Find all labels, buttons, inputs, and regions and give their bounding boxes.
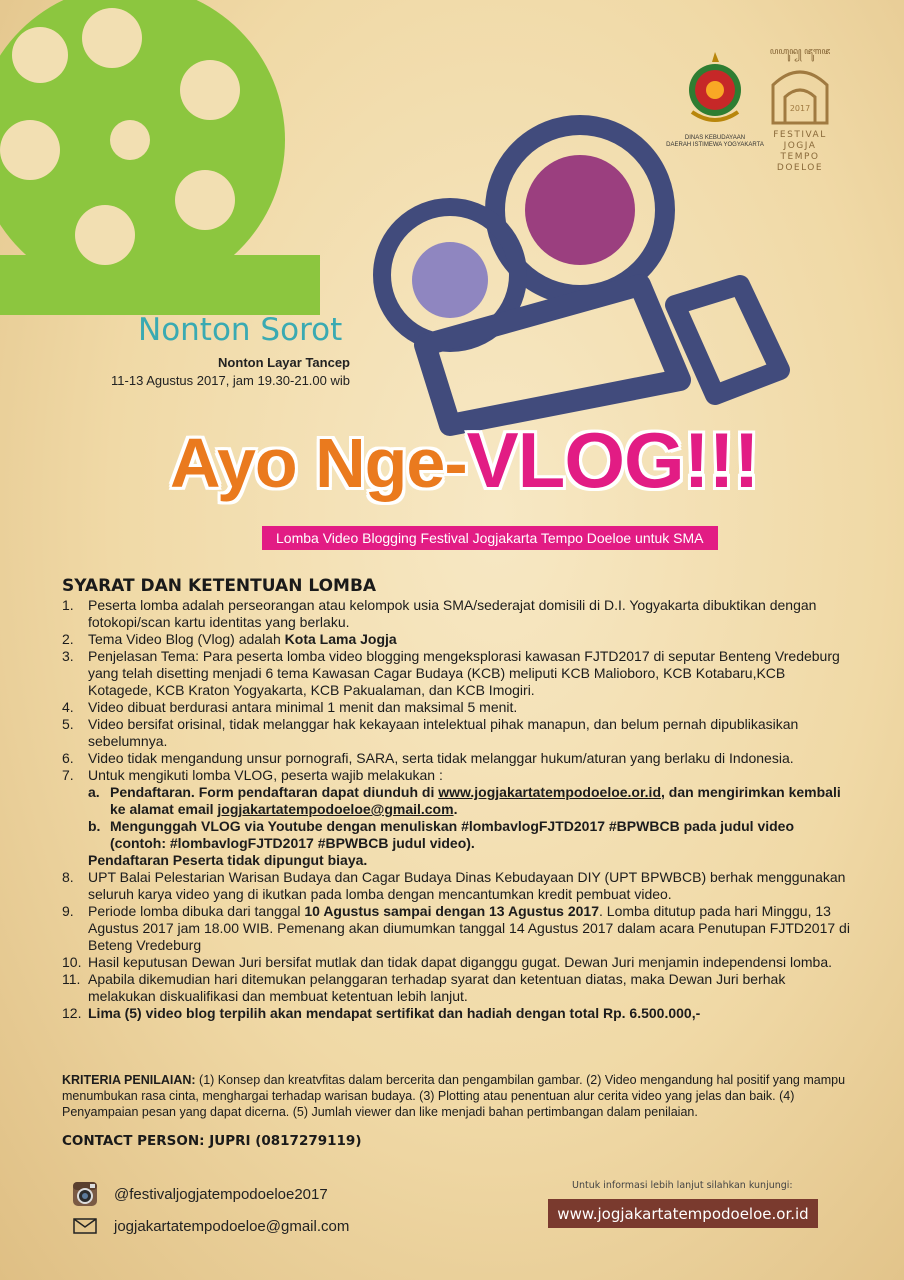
criteria-text: (1) Konsep dan kreatvfitas dalam bercerita dan pengambilan gambar. (2) Video mengandung hal positif yang mampu menumbukan rasa cinta, menghargai terhadap warisan budaya. (3) Plotting atau penentuan alur cerita video yang jelas dan baik. (4) Penyampaian pesan yang dapat dicerna. (5) Jumlah viewer dan like menjadi bahan pertimbangan dalam penilaian. [62, 1073, 846, 1119]
rule-item: 4. Video dibuat berdurasi antara minimal 1 menit dan maksimal 5 menit. [62, 699, 518, 715]
email-row[interactable] [70, 1210, 349, 1242]
rule-item: 12. Lima (5) video blog terpilih akan mendapat sertifikat dan hadiah dengan total Rp. 6.500.000,- [62, 1005, 701, 1021]
more-info-label: Untuk informasi lebih lanjut silahkan kunjungi: [572, 1180, 793, 1191]
email-address: jogjakartatempodoeloe@gmail.com [114, 1217, 350, 1235]
dinas-kebudayaan-logo [655, 50, 775, 149]
rule-subitem-b: b. Mengunggah VLOG via Youtube dengan menuliskan #lombavlogFJTD2017 #BPWBCB pada judul video (contoh: #lombavlogFJTD2017 #BPWBCB judul video). [88, 818, 795, 851]
instagram-row[interactable] [70, 1178, 349, 1210]
event-date: 11-13 Agustus 2017, jam 19.30-21.00 wib [111, 373, 350, 388]
rule-item: 5. Video bersifat orisinal, tidak melanggar hak kekayaan intelektual pihak manapun, dan belum pernah dipublikasikan sebelumnya. [62, 716, 799, 749]
fjtd-logo [760, 45, 840, 174]
film-reel-icon [0, 0, 330, 320]
event-title: Nonton Sorot [138, 312, 343, 348]
rule-item: 7. Untuk mengikuti lomba VLOG, peserta wajib melakukan : [62, 767, 443, 783]
website-button[interactable]: www.jogjakartatempodoeloe.or.id [548, 1199, 818, 1228]
event-subtitle: Nonton Layar Tancep [218, 355, 350, 370]
fjtd-line-1: FESTIVAL JOGJA [773, 130, 827, 151]
registration-email-link[interactable]: jogjakartatempodoeloe@gmail.com [217, 801, 454, 817]
free-registration-note: Pendaftaran Peserta tidak dipungut biaya. [88, 852, 368, 868]
headline-part-1: Ayo Nge- [170, 424, 467, 502]
rule-subitem-a: a. Pendaftaran. Form pendaftaran dapat diunduh di www.jogjakartatempodoeloe.or.id, dan mengirimkan kembali ke alamat email jogjakartatempodoeloe@gmail.com. [88, 784, 841, 817]
instagram-handle: @festivaljogjatempodoeloe2017 [114, 1185, 328, 1203]
fjtd-year: 2017 [789, 104, 811, 113]
competition-banner: Lomba Video Blogging Festival Jogjakarta Tempo Doeloe untuk SMA [262, 526, 718, 550]
rule-item: 9. Periode lomba dibuka dari tanggal 10 Agustus sampai dengan 13 Agustus 2017. Lomba ditutup pada hari Minggu, 13 Agustus 2017 jam 18.00 WIB. Pemenang akan diumumkan tanggal 14 Agustus 2017 dalam acara Penutupan FJTD2017 di Beteng Vredeburg [62, 903, 850, 953]
gate-icon [767, 63, 833, 125]
headline [170, 415, 759, 506]
envelope-icon [73, 1218, 97, 1234]
rule-item: 1. Peserta lomba adalah perseorangan atau kelompok usia SMA/sederajat domisili di D.I. Yogyakarta dibuktikan dengan fotokopi/scan kartu identitas yang berlaku. [62, 597, 817, 630]
judging-criteria [62, 1072, 852, 1120]
rule-item: 11. Apabila dikemudian hari ditemukan pelanggaran terhadap syarat dan ketentuan diatas, maka Dewan Juri berhak melakukan diskualifikasi dan membuat ketentuan lebih lanjut. [62, 971, 786, 1004]
social-links [70, 1178, 349, 1242]
rule-item: 6. Video tidak mengandung unsur pornografi, SARA, serta tidak melanggar hukum/aturan yang berlaku di Indonesia. [62, 750, 794, 766]
dinas-line-2: DAERAH ISTIMEWA YOGYAKARTA [666, 142, 764, 148]
registration-link[interactable]: www.jogjakartatempodoeloe.or.id [438, 784, 661, 800]
rules-section [62, 578, 852, 1022]
headline-part-2: VLOG!!! [466, 416, 759, 504]
fjtd-line-2: TEMPO DOELOE [776, 152, 824, 173]
rules-title: SYARAT DAN KETENTUAN LOMBA [62, 576, 377, 596]
contact-person: CONTACT PERSON: JUPRI (0817279119) [62, 1133, 362, 1149]
criteria-label: KRITERIA PENILAIAN: [62, 1073, 196, 1087]
video-camera-icon [340, 110, 800, 450]
fjtd-script: ꦥꦲꦸꦤ꧀ ꦗꦸꦒꦗ [769, 46, 831, 56]
dinas-line-1: DINAS KEBUDAYAAN [684, 135, 746, 141]
rule-item: 3. Penjelasan Tema: Para peserta lomba video blogging mengeksplorasi kawasan FJTD2017 di seputar Benteng Vredeburg yang telah disetting menjadi 6 tema Kawasan Cagar Budaya (KCB) meliputi KCB Malioboro, KCB Kotabaru,KCB Kotagede, KCB Kraton Yogyakarta, KCB Pakualaman, dan KCB Imogiri. [62, 648, 840, 698]
rule-item: 2. Tema Video Blog (Vlog) adalah Kota Lama Jogja [62, 631, 397, 647]
crest-icon [684, 50, 746, 130]
rule-item: 10. Hasil keputusan Dewan Juri bersifat mutlak dan tidak dapat diganggu gugat. Dewan Juri menjamin independensi lomba. [62, 954, 832, 970]
rule-item: 8. UPT Balai Pelestarian Warisan Budaya dan Cagar Budaya Dinas Kebudayaan DIY (UPT BPWBCB) berhak menggunakan seluruh karya video yang di ikutkan pada lomba dengan mencantumkan kredit pembuat video. [62, 869, 846, 902]
instagram-icon [72, 1181, 98, 1207]
